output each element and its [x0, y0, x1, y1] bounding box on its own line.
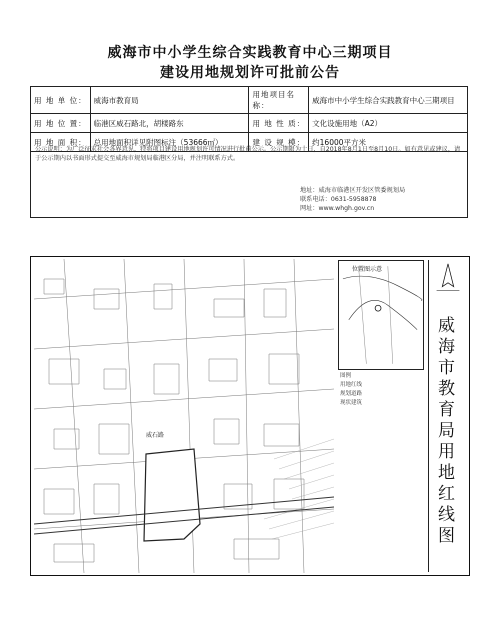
notice-subtitle: 建设用地规划许可批前公告 [160, 65, 340, 81]
legend-item: 规划道路 [340, 391, 363, 397]
value-area: 总用地面积详见附图标注（53666㎡） [90, 133, 249, 152]
inset-map-drawing [339, 261, 423, 369]
map-legend [340, 372, 362, 408]
site-plan-map [34, 259, 334, 573]
inset-map-title: 位置图示意 [352, 266, 383, 273]
value-project-name: 威海市中小学生综合实践教育中心三期项目 [309, 87, 468, 114]
contact-phone: 联系电话：0631-5958878 [300, 196, 377, 203]
road-label: 威石路 [146, 432, 165, 439]
notice-text: 公示说明：为广泛征求社会各界意见，特将项目建设用地规划许可情况进行批前公示。公示期限为十日，自2018年8月1日至8月10日。如有意见或建议，请于公示期内以书面形式提交至威海市规划局临港区分局，并注明联系方式。 [30, 142, 468, 218]
legend-item: 现状建筑 [340, 400, 363, 406]
label-applicant: 用 地 单 位： [31, 87, 91, 114]
table-row [31, 114, 468, 133]
table-row [31, 87, 468, 114]
value-location: 临港区威石路北，胡楼路东 [90, 114, 249, 133]
north-arrow-icon [429, 260, 467, 298]
notice-title: 威海市中小学生综合实践教育中心三期项目 [107, 45, 393, 61]
legend-title: 图例 [340, 373, 352, 379]
value-applicant: 威海市教育局 [90, 87, 249, 114]
label-area: 用 地 面 积： [31, 133, 91, 152]
value-land-use: 文化设施用地（A2） [309, 114, 468, 133]
label-land-use: 用 地 性 质： [249, 114, 309, 133]
label-scale: 建 设 规 模： [249, 133, 309, 152]
map-side-title: 威海市教育局用地红线图 [438, 316, 456, 546]
location-inset-map [338, 260, 424, 370]
value-scale: 约16000平方米 [309, 133, 468, 152]
label-location: 用 地 位 置： [31, 114, 91, 133]
label-project-name: 用地项目名称： [249, 87, 309, 114]
contact-website[interactable]: 网址：www.whgh.gov.cn [300, 205, 375, 212]
contact-block [300, 186, 405, 213]
legend-item: 用地红线 [340, 382, 363, 388]
contact-address: 地址：威海市临港区开发区管委规划局 [300, 187, 406, 194]
